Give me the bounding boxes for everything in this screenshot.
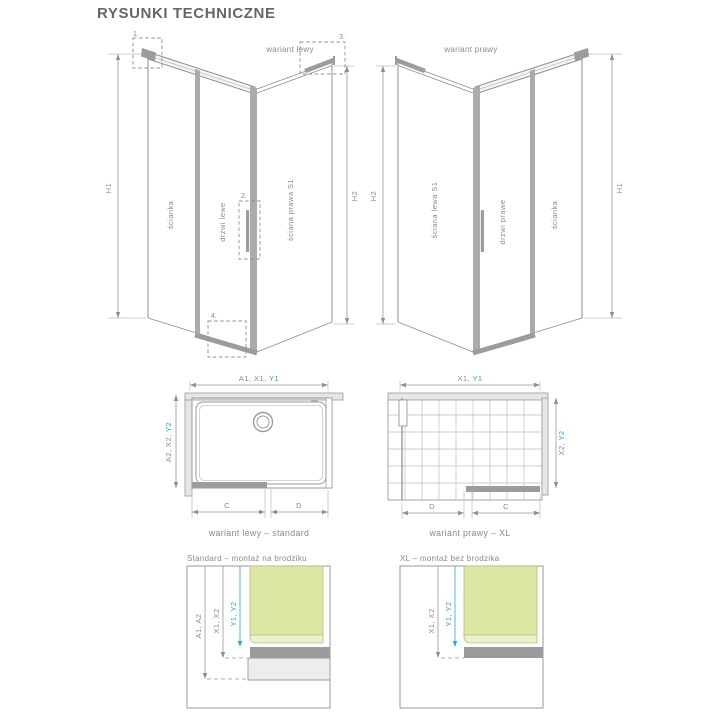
dim-label-y1y2: Y1, Y2 (229, 601, 238, 627)
side-glass-plan (326, 398, 332, 488)
dim-label-c: C (224, 501, 230, 510)
dim-label-y1y2-right: Y1, Y2 (444, 601, 453, 627)
left-wall-plan (185, 400, 192, 496)
wall-profile-detail (399, 400, 407, 426)
dim-label-c-right: C (503, 502, 509, 511)
glass-panel-section-right (464, 566, 537, 635)
detail-marker-1: 1. (133, 31, 139, 38)
bottom-profile-section (250, 647, 330, 658)
corner-post (250, 86, 257, 353)
panel-label-scianka: ścianka (166, 200, 175, 230)
back-wall-plan-right (388, 393, 548, 400)
elevation-right-caption: wariant prawy (444, 45, 498, 54)
plan-left-drawing (165, 370, 360, 548)
panel-label-drzwi-lewe: drzwi lewe (218, 202, 227, 242)
glass-bottom-lip (250, 635, 323, 643)
dim-label-h1: H1 (104, 182, 113, 194)
dim-label-left-plan: A2, X2, Y2 (164, 421, 173, 463)
section-right-drawing (393, 548, 553, 718)
dim-label-h2: H2 (350, 190, 359, 202)
detail-markers (133, 31, 345, 357)
door-bottom-profile-plan-right (466, 486, 540, 492)
shower-corner-geometry (108, 48, 354, 353)
section-left-drawing (178, 548, 343, 718)
panel-label-scianka-right: ścianka (550, 200, 559, 230)
dim-label-x1x2: X1, X2 (212, 608, 221, 634)
dim-label-top-plan-left: A1, X1, Y1 (238, 374, 280, 383)
side-wall-bottom-edge (257, 322, 332, 352)
tiled-floor (388, 398, 542, 500)
rail-inner-line (148, 56, 255, 91)
plan-right-caption: wariant prawy – XL (429, 528, 511, 538)
dim-label-h1-right: H1 (615, 182, 624, 194)
door-bottom-profile-plan (192, 482, 267, 488)
shower-tray-section (248, 658, 330, 680)
bottom-profile-section-right (464, 647, 543, 658)
detail-marker-3: 3. (339, 34, 345, 41)
glass-bottom-lip-right (464, 635, 537, 643)
plan-right-drawing (380, 370, 575, 548)
back-wall-plan (185, 393, 343, 400)
panel-divider-profile (195, 69, 200, 335)
dim-label-d-right: D (429, 502, 435, 511)
glass-panel-section (250, 566, 323, 635)
wall-bracket (305, 60, 334, 71)
side-wall-top-edge-inner (257, 66, 332, 94)
panel-label-sciana-prawa: ściana prawa S1 (286, 178, 295, 242)
plan-left-caption: wariant lewy – standard (208, 528, 310, 538)
section-right-title: XL – montaż bez brodzika (400, 554, 500, 563)
dim-left-side (174, 395, 178, 488)
dim-line-left-height (108, 54, 146, 318)
section-left-dims (203, 566, 248, 679)
dim-c-d (192, 489, 328, 518)
dim-label-h2-right: H2 (369, 190, 378, 202)
elevation-right-drawing (365, 30, 630, 375)
elevation-left-caption: wariant lewy (266, 45, 314, 54)
bottom-rail (195, 335, 257, 353)
page-title: RYSUNKI TECHNICZNE (97, 5, 276, 22)
right-wall-plan (542, 398, 548, 495)
drain-circle (254, 413, 273, 432)
dim-label-d: D (296, 501, 302, 510)
dim-label-top-plan-right: X1, Y1 (457, 374, 483, 383)
elevation-left-drawing (100, 30, 365, 375)
dim-label-x1x2-right: X1, X2 (427, 608, 436, 634)
panel-label-drzwi-prawe: drzwi prawe (498, 199, 507, 245)
dim-label-right-plan: X2, Y2 (557, 430, 566, 456)
section-left-title: Standard – montaż na brodziku (187, 554, 307, 563)
panel-label-sciana-lewa: ściana lewa S1 (430, 181, 439, 239)
dim-label-a1a2: A1, A2 (194, 613, 203, 639)
door-handle (246, 210, 249, 252)
detail-marker-2: 2. (241, 193, 247, 200)
detail-marker-4: 4. (211, 313, 217, 320)
